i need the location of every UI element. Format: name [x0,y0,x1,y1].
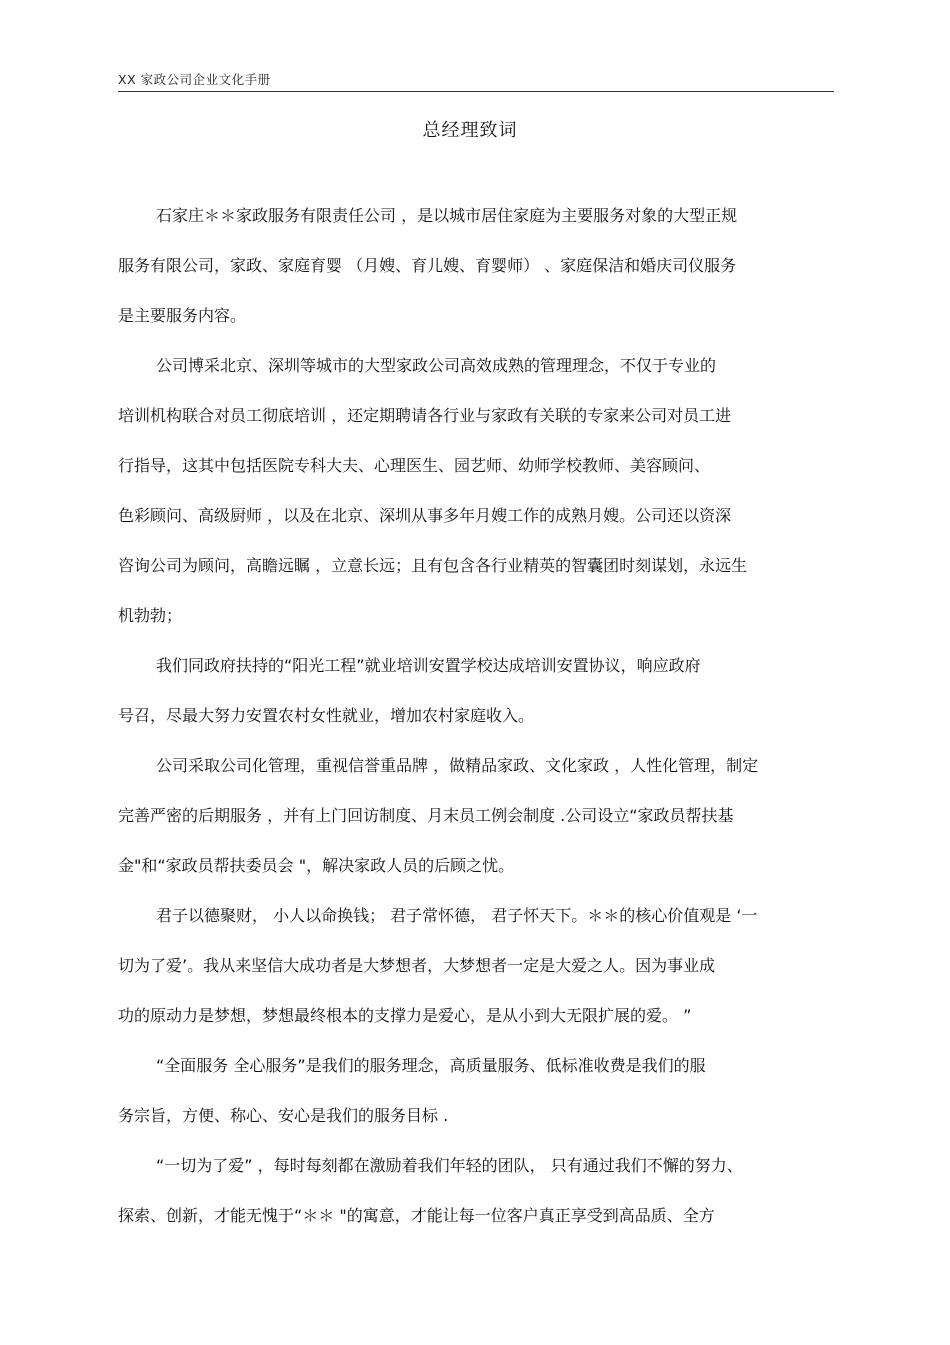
body-line: 号召，尽最大努力安置农村女性就业，增加农村家庭收入。 [118,706,535,725]
body-line: 完善严密的后期服务 ，并有上门回访制度、月末员工例会制度 .公司设立“家政员帮扶基 [118,806,734,825]
body-line: 公司采取公司化管理，重视信誉重品牌 ，做精品家政、文化家政 ，人性化管理，制定 [156,756,759,775]
body-line: 切为了爱’。我从来坚信大成功者是大梦想者，大梦想者一定是大爱之人。因为事业成 [118,956,716,975]
header-divider [118,91,834,92]
body-line: 石家庄＊＊家政服务有限责任公司 ，是以城市居住家庭为主要服务对象的大型正规 [156,206,738,225]
body-line: “一切为了爱” ，每时每刻都在激励着我们年轻的团队， 只有通过我们不懈的努力、 [156,1156,743,1175]
body-line: 功的原动力是梦想，梦想最终根本的支撑力是爱心，是从小到大无限扩展的爱。 ” [118,1006,692,1025]
body-line: “全面服务 全心服务”是我们的服务理念，高质量服务、低标准收费是我们的服 [156,1056,706,1075]
body-line: 务宗旨，方便、称心、安心是我们的服务目标 . [118,1106,449,1125]
body-line: 我们同政府扶持的“阳光工程”就业培训安置学校达成培训安置协议，响应政府 [156,656,701,675]
body-line: 金"和“家政员帮扶委员会 "，解决家政人员的后顾之忧。 [118,856,515,875]
running-header: XX 家政公司企业文化手册 [118,72,271,87]
body-line: 行指导，这其中包括医院专科大夫、心理医生、园艺师、幼师学校教师、美容顾问、 [118,456,711,475]
page-title: 总经理致词 [422,120,518,141]
body-line: 培训机构联合对员工彻底培训 ，还定期聘请各行业与家政有关联的专家来公司对员工进 [118,406,732,425]
body-line: 色彩顾问、高级厨师 ，以及在北京、深圳从事多年月嫂工作的成熟月嫂。公司还以资深 [118,506,732,525]
body-line: 机勃勃； [118,606,183,625]
body-line: 咨询公司为顾问，高瞻远瞩 ，立意长远；且有包含各行业精英的智囊团时刻谋划，永远生 [118,556,748,575]
body-line: 君子以德聚财， 小人以命换钱； 君子常怀德， 君子怀天下。＊＊的核心价值观是 ‘一 [156,906,758,925]
body-line: 服务有限公司，家政、家庭育婴 （月嫂、育儿嫂、育婴师） 、家庭保洁和婚庆司仪服务 [118,256,737,275]
body-line: 公司博采北京、深圳等城市的大型家政公司高效成熟的管理理念，不仅于专业的 [156,356,717,375]
body-line: 是主要服务内容。 [118,306,247,325]
body-line: 探索、创新，才能无愧于“＊＊ "的寓意，才能让每一位客户真正享受到高品质、全方 [118,1206,715,1225]
